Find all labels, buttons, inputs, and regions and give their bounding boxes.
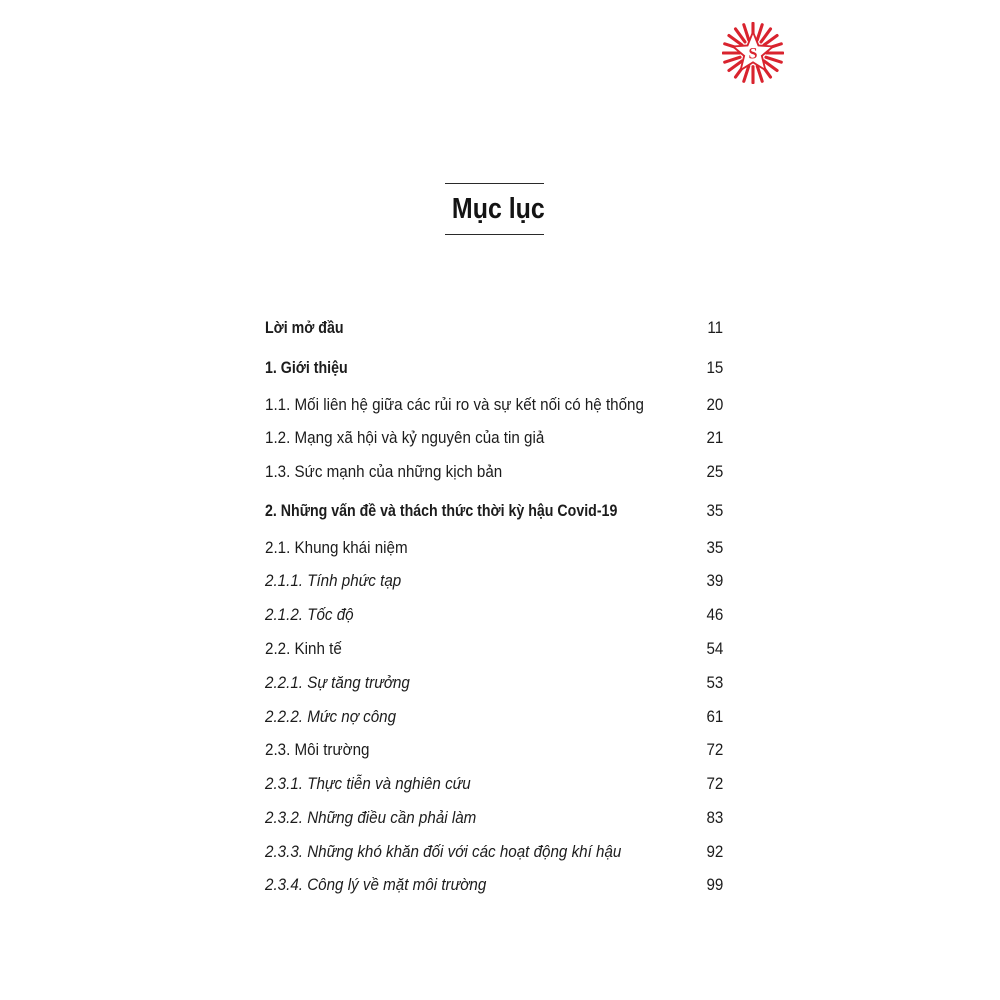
toc-entry-title: 2.3.2. Những điều cần phải làm	[265, 809, 477, 827]
toc-entry	[265, 393, 725, 417]
toc-entry	[265, 569, 725, 593]
toc-entry	[265, 840, 725, 864]
toc-entry-page-number: 20	[706, 396, 723, 414]
toc-entry-page-number: 11	[707, 319, 723, 337]
toc-entry	[265, 536, 725, 560]
toc-entry-page-number: 72	[706, 741, 723, 759]
red-star-publisher-logo-icon	[722, 22, 784, 84]
toc-entry-title: 2. Những vấn đề và thách thức thời kỳ hậu Covid-19	[265, 502, 618, 520]
toc-entry-title: 2.3.1. Thực tiễn và nghiên cứu	[265, 775, 471, 793]
toc-entry	[265, 806, 725, 830]
page-title: Mục lục	[451, 193, 545, 225]
toc-entry	[265, 356, 725, 380]
table-of-contents	[265, 0, 725, 1000]
toc-entry-page-number: 61	[706, 708, 723, 726]
toc-entry-page-number: 46	[706, 606, 723, 624]
toc-entry-page-number: 35	[706, 502, 723, 520]
toc-entry	[265, 705, 725, 729]
toc-entry-page-number: 54	[706, 640, 723, 658]
toc-entry-page-number: 72	[706, 775, 723, 793]
toc-entry-title: 1.3. Sức mạnh của những kịch bản	[265, 463, 503, 481]
toc-entry-page-number: 99	[706, 876, 723, 894]
toc-entry-page-number: 21	[706, 429, 723, 447]
toc-entry-title: 2.1.1. Tính phức tạp	[265, 572, 402, 590]
toc-entry	[265, 316, 725, 340]
toc-entry-page-number: 39	[706, 572, 723, 590]
toc-entry-title: 2.3. Môi trường	[265, 741, 370, 759]
toc-entry-title: 2.1.2. Tốc độ	[265, 606, 354, 624]
toc-entry-title: 1.2. Mạng xã hội và kỷ nguyên của tin giả	[265, 429, 545, 447]
toc-entry	[265, 499, 725, 523]
toc-entry	[265, 738, 725, 762]
toc-entry-title: Lời mở đầu	[265, 319, 344, 337]
toc-entry-page-number: 53	[706, 674, 723, 692]
toc-entry	[265, 637, 725, 661]
toc-entry	[265, 873, 725, 897]
toc-entry-page-number: 92	[706, 843, 723, 861]
toc-entry-title: 2.2.2. Mức nợ công	[265, 708, 397, 726]
toc-entry	[265, 671, 725, 695]
toc-entry-title: 2.1. Khung khái niệm	[265, 539, 408, 557]
toc-entry-page-number: 15	[706, 359, 723, 377]
toc-entry	[265, 603, 725, 627]
toc-entry-title: 1.1. Mối liên hệ giữa các rủi ro và sự kết nối có hệ thống	[265, 396, 644, 414]
toc-entry-title: 2.2.1. Sự tăng trưởng	[265, 674, 410, 692]
toc-entry-title: 2.2. Kinh tế	[265, 640, 342, 658]
toc-entry-title: 2.3.3. Những khó khăn đối với các hoạt động khí hậu	[265, 843, 622, 861]
toc-entry-page-number: 25	[706, 463, 723, 481]
toc-entry-title: 2.3.4. Công lý về mặt môi trường	[265, 876, 487, 894]
toc-entry-title: 1. Giới thiệu	[265, 359, 348, 377]
svg-text:S: S	[748, 45, 758, 63]
toc-entry-page-number: 83	[706, 809, 723, 827]
toc-entry	[265, 460, 725, 484]
toc-entry	[265, 426, 725, 450]
toc-entry	[265, 772, 725, 796]
toc-entry-page-number: 35	[706, 539, 723, 557]
